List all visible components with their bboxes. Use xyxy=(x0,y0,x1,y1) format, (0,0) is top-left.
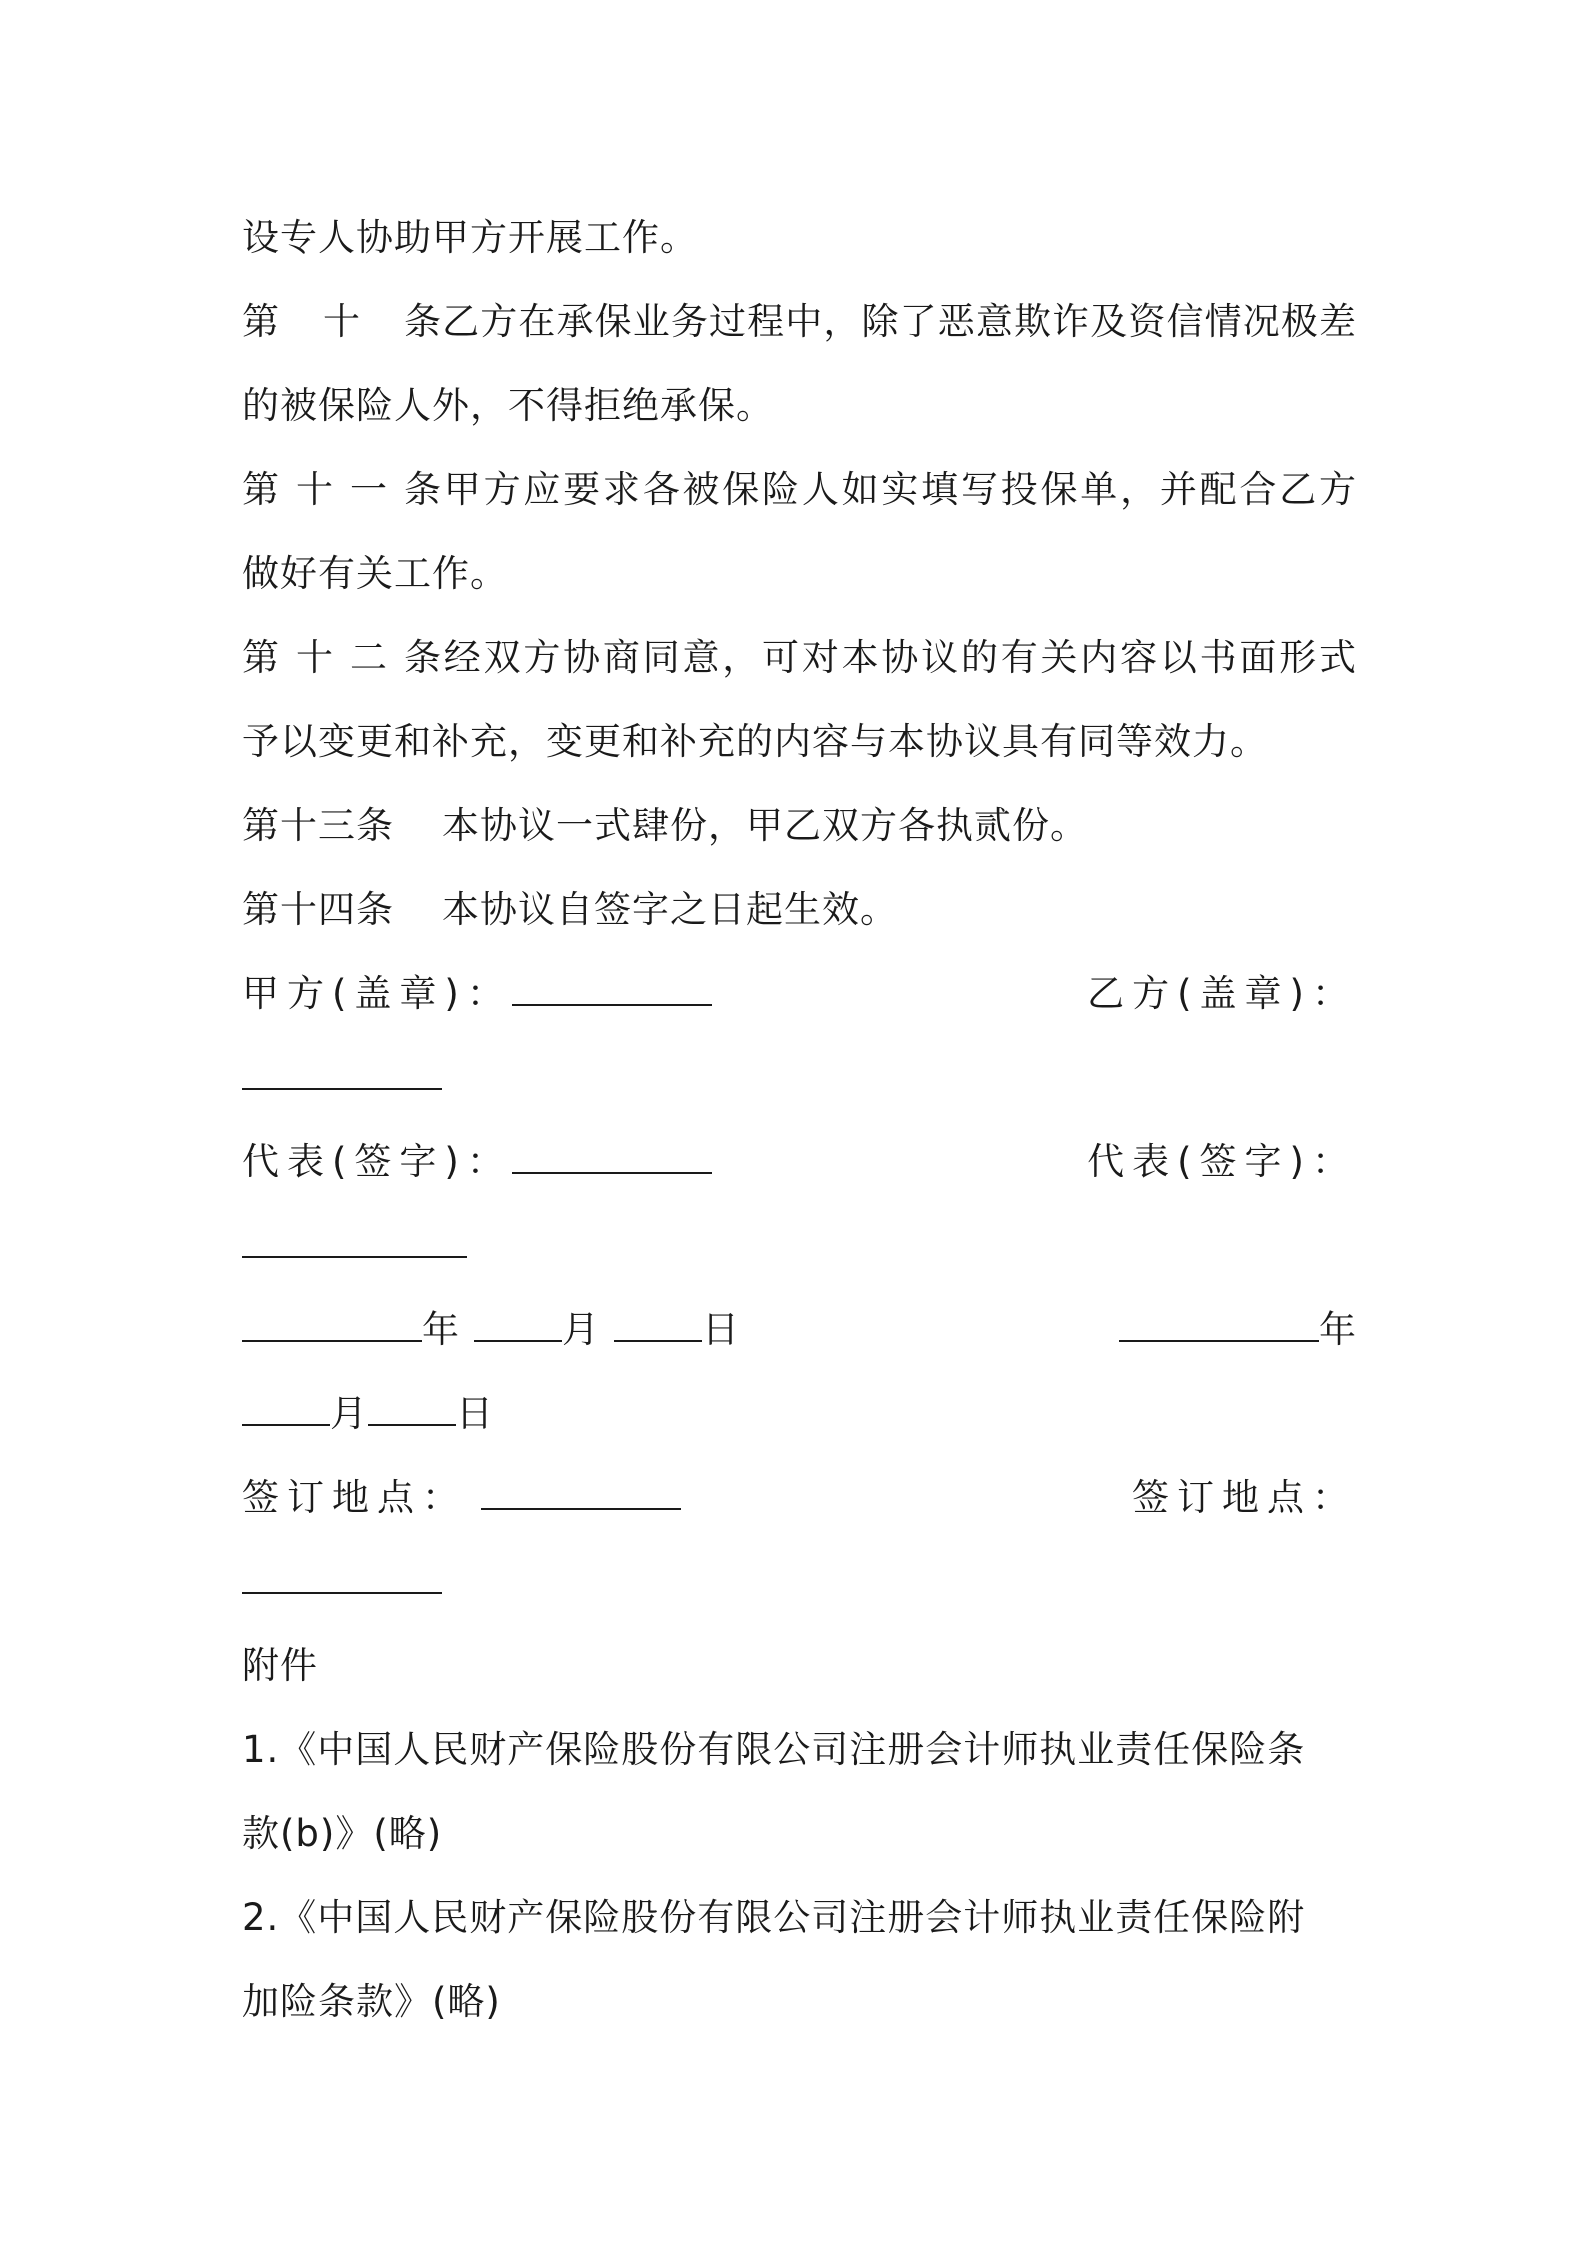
place-a-blank xyxy=(481,1478,681,1510)
article-number: 第十条 xyxy=(242,300,442,343)
rep-b-label: 代表(签字)： xyxy=(1087,1140,1357,1183)
place-b-blank-line xyxy=(242,1540,1357,1624)
rep-a-blank xyxy=(512,1142,712,1174)
rep-a xyxy=(242,1120,712,1204)
date-b-day-blank xyxy=(368,1394,456,1426)
date-b-year: 年 xyxy=(1119,1288,1357,1372)
article-13: 第十三条 本协议一式肆份，甲乙双方各执贰份。 xyxy=(242,784,1357,868)
attachment-item: 1.《中国人民财产保险股份有限公司注册会计师执业责任保险条 xyxy=(242,1728,1306,1771)
article-11: 第十一条甲方应要求各被保险人如实填写投保单，并配合乙方 xyxy=(242,448,1357,532)
article-number: 第十四条 xyxy=(242,888,394,931)
article-number: 第十一条 xyxy=(242,468,442,511)
rep-b-blank-line xyxy=(242,1204,1357,1288)
party-b-seal-blank-line xyxy=(242,1036,1357,1120)
date-a-month-blank xyxy=(474,1310,562,1342)
date-a: 年 月 日 xyxy=(242,1288,740,1372)
date-a-year-blank xyxy=(242,1310,422,1342)
article-12-cont: 予以变更和补充，变更和补充的内容与本协议具有同等效力。 xyxy=(242,720,1268,763)
place-a xyxy=(242,1456,681,1540)
attachment-item: 2.《中国人民财产保险股份有限公司注册会计师执业责任保险附 xyxy=(242,1896,1306,1939)
article-11-cont: 做好有关工作。 xyxy=(242,552,508,595)
rep-row xyxy=(242,1120,1357,1204)
party-a-seal-blank xyxy=(512,974,712,1006)
place-b-label: 签订地点： xyxy=(1132,1476,1357,1519)
date-b-cont: 月 日 xyxy=(242,1372,1357,1456)
article-number: 第十二条 xyxy=(242,636,442,679)
date-row xyxy=(242,1288,1357,1372)
article-number: 第十三条 xyxy=(242,804,394,847)
article-12: 第十二条经双方协商同意，可对本协议的有关内容以书面形式 xyxy=(242,616,1357,700)
document-page xyxy=(242,196,1357,2044)
party-b-seal-blank xyxy=(242,1058,442,1090)
party-a-seal xyxy=(242,952,712,1036)
rep-b-blank xyxy=(242,1226,467,1258)
party-a-seal-label: 甲方(盖章)： xyxy=(242,972,512,1015)
rep-a-label: 代表(签字)： xyxy=(242,1140,512,1183)
article-10: 第十条乙方在承保业务过程中，除了恶意欺诈及资信情况极差 xyxy=(242,280,1357,364)
party-b-seal-label: 乙方(盖章)： xyxy=(1087,972,1357,1015)
date-a-day-blank xyxy=(614,1310,702,1342)
attachment-item-cont: 款(b)》(略) xyxy=(242,1812,443,1855)
paragraph-continuation: 设专人协助甲方开展工作。 xyxy=(242,216,698,259)
article-10-cont: 的被保险人外，不得拒绝承保。 xyxy=(242,384,774,427)
attachments-heading: 附件 xyxy=(242,1644,318,1687)
article-14: 第十四条 本协议自签字之日起生效。 xyxy=(242,868,1357,952)
place-b-blank xyxy=(242,1562,442,1594)
date-b-year-blank xyxy=(1119,1310,1319,1342)
seal-row xyxy=(242,952,1357,1036)
place-a-label: 签订地点： xyxy=(242,1476,467,1519)
attachment-item-cont: 加险条款》(略) xyxy=(242,1980,501,2023)
date-b-month-blank xyxy=(242,1394,330,1426)
place-row xyxy=(242,1456,1357,1540)
